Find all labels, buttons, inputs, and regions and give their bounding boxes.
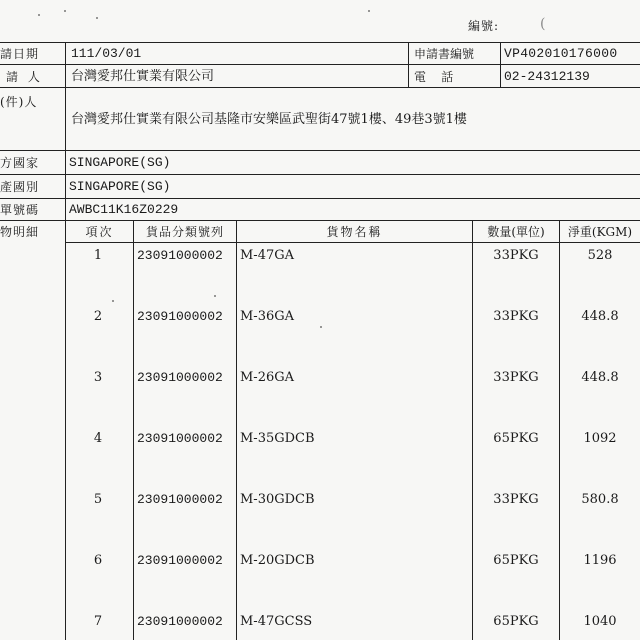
row-qty: 33PKG: [493, 370, 539, 385]
row-code: 23091000002: [137, 553, 223, 568]
col-header-weight: 淨重(KGM): [567, 225, 633, 239]
col-header-qty: 數量(單位): [487, 225, 545, 239]
scan-speck: [112, 300, 114, 302]
row-weight: 528: [587, 248, 613, 263]
origin-value: SINGAPORE(SG): [69, 179, 171, 194]
row-name: M-35GDCB: [240, 431, 315, 446]
form-no-value: VP402010176000: [504, 46, 618, 61]
row-weight: 1092: [583, 431, 617, 446]
row-name: M-47GA: [240, 248, 295, 263]
scan-speck: [64, 10, 66, 12]
row-item: 6: [93, 553, 103, 568]
row-weight: 580.8: [581, 492, 619, 507]
row-code: 23091000002: [137, 309, 223, 324]
origin-label: 產國別: [0, 180, 40, 194]
scan-speck: [38, 14, 40, 16]
details-label: 物明細: [0, 225, 40, 239]
scan-speck: [96, 17, 98, 19]
serial-value-mark: (: [540, 16, 546, 32]
row-qty: 65PKG: [493, 431, 539, 446]
country-label: 方國家: [0, 156, 40, 170]
apply-date-label: 請日期: [0, 47, 40, 61]
scan-speck: [320, 326, 322, 328]
row-name: M-26GA: [240, 370, 295, 385]
row-code: 23091000002: [137, 370, 223, 385]
col-header-name: 貨物名稱: [326, 225, 383, 239]
row-name: M-47GCSS: [240, 614, 313, 629]
doc-no-value: AWBC11K16Z0229: [69, 202, 179, 217]
row-item: 4: [93, 431, 103, 446]
apply-date-value: 111/03/01: [71, 46, 142, 61]
row-weight: 448.8: [581, 309, 619, 324]
col-header-code: 貨品分類號列: [145, 225, 224, 239]
scan-speck: [214, 295, 216, 297]
row-weight: 1040: [583, 614, 617, 629]
row-name: M-36GA: [240, 309, 295, 324]
sender-label: (件)人: [0, 95, 38, 109]
row-name: M-20GDCB: [240, 553, 315, 568]
row-qty: 65PKG: [493, 614, 539, 629]
row-item: 3: [93, 370, 103, 385]
doc-no-label: 單號碼: [0, 203, 40, 217]
row-code: 23091000002: [137, 248, 223, 263]
row-code: 23091000002: [137, 492, 223, 507]
row-qty: 33PKG: [493, 309, 539, 324]
row-qty: 65PKG: [493, 553, 539, 568]
row-weight: 448.8: [581, 370, 619, 385]
row-qty: 33PKG: [493, 248, 539, 263]
row-code: 23091000002: [137, 431, 223, 446]
applicant-value: 台灣愛邦仕實業有限公司: [71, 69, 215, 84]
col-header-item: 項次: [85, 225, 114, 239]
row-item: 1: [93, 248, 103, 263]
scan-speck: [368, 10, 370, 12]
sender-value: 台灣愛邦仕實業有限公司基隆市安樂區武聖街47號1樓、49巷3號1樓: [71, 112, 467, 127]
row-weight: 1196: [583, 553, 617, 568]
phone-label: 電 話: [414, 70, 454, 84]
serial-label: 編號:: [468, 19, 500, 33]
form-no-label: 申請書編號: [414, 47, 475, 61]
phone-value: 02-24312139: [504, 69, 590, 84]
row-item: 7: [93, 614, 103, 629]
country-value: SINGAPORE(SG): [69, 155, 171, 170]
row-code: 23091000002: [137, 614, 223, 629]
row-name: M-30GDCB: [240, 492, 315, 507]
row-item: 5: [93, 492, 103, 507]
row-item: 2: [93, 309, 103, 324]
applicant-label: 請 人: [6, 70, 43, 84]
row-qty: 33PKG: [493, 492, 539, 507]
